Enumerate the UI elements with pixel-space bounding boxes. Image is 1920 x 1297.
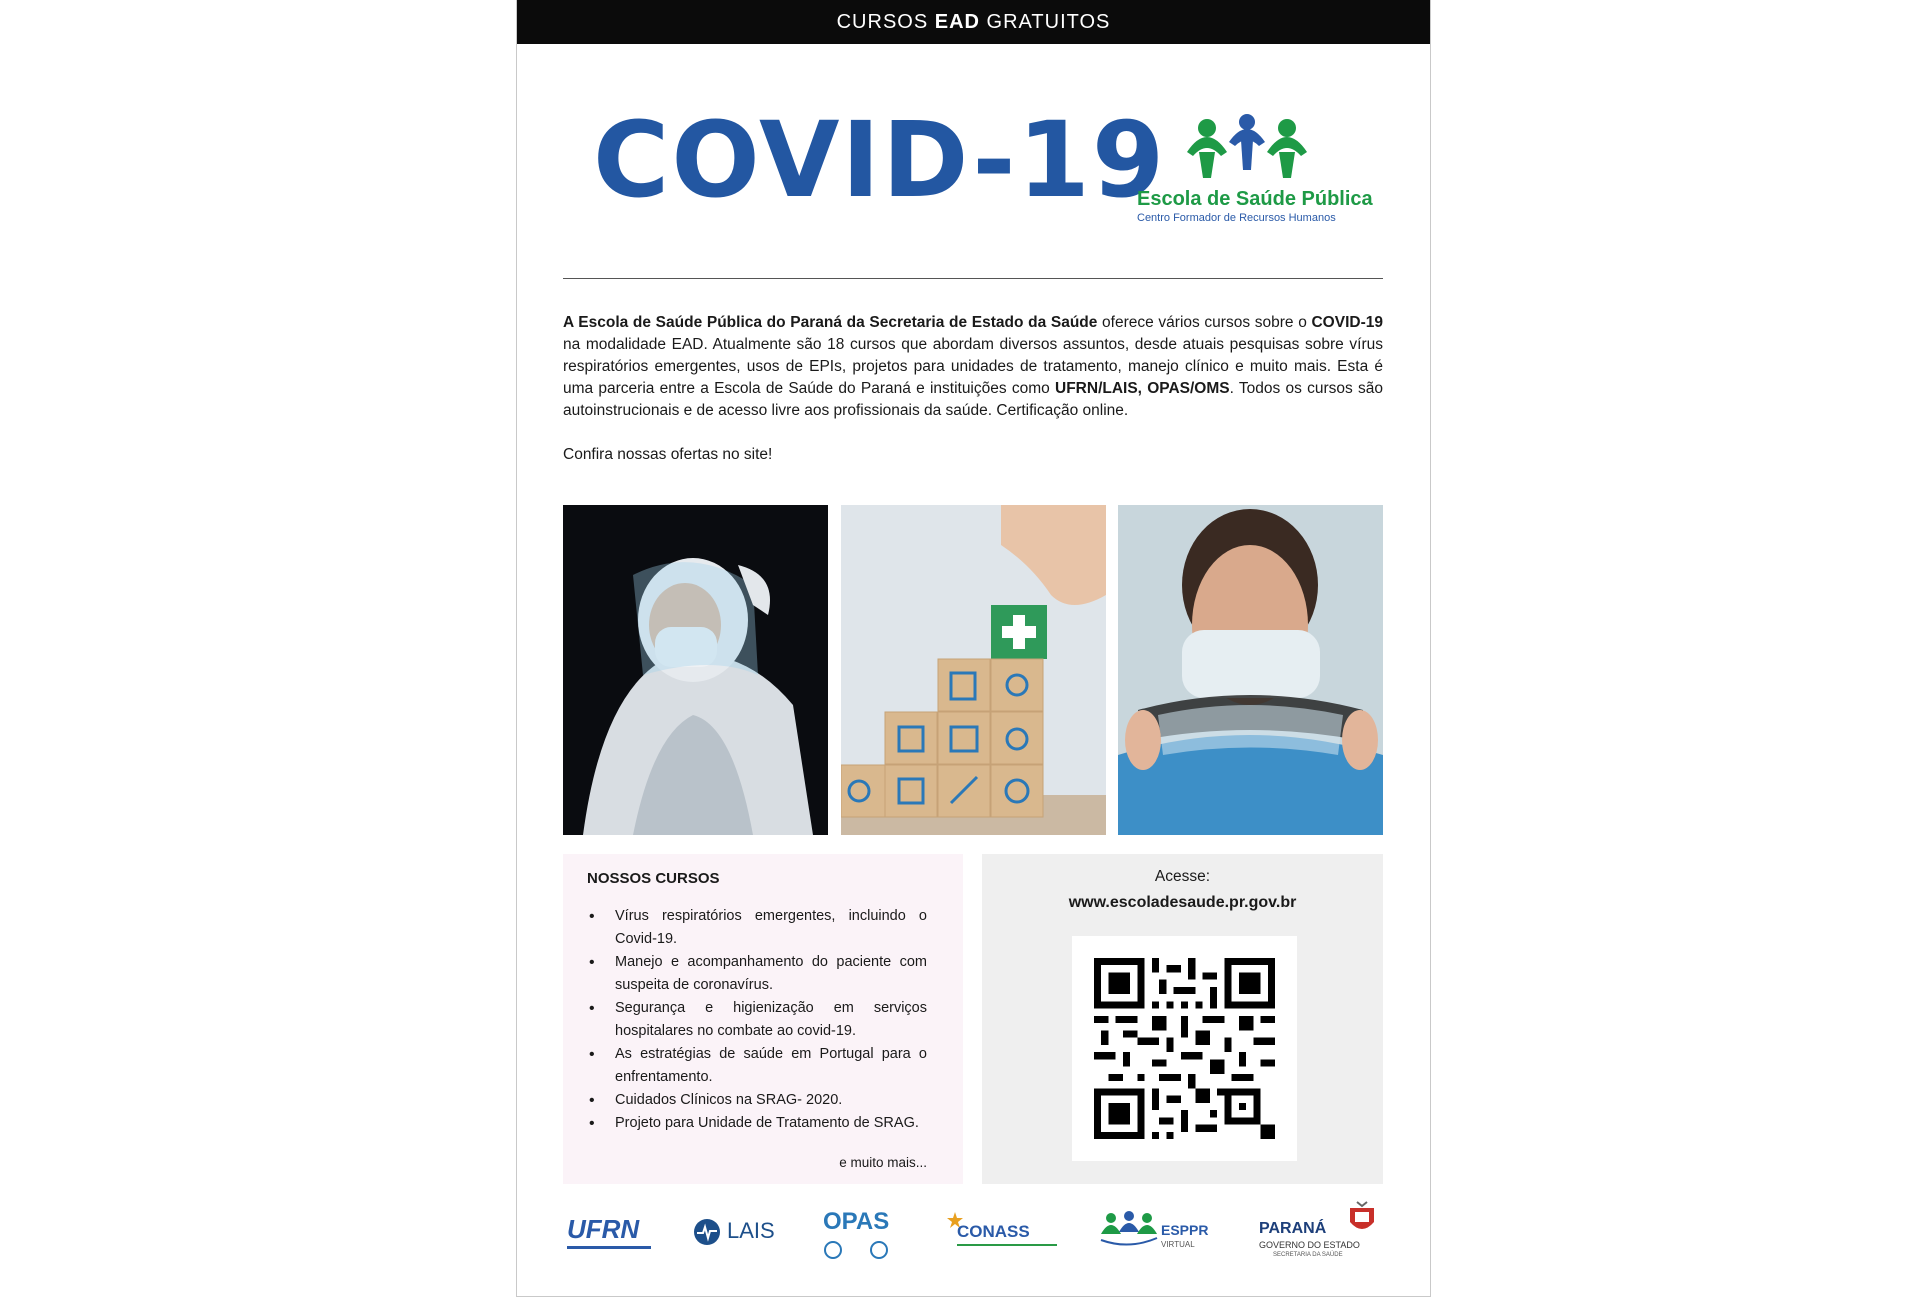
- courses-title: NOSSOS CURSOS: [587, 870, 720, 887]
- access-label: Acesse:: [1154, 868, 1211, 885]
- who-emblem-icon: [869, 1240, 889, 1260]
- opas-logo: [821, 1200, 921, 1266]
- courses-list: [587, 905, 927, 1135]
- list-item: • Projeto para Unidade de Tratamento de SRAG.: [615, 1112, 927, 1135]
- list-item: • Manejo e acompanhamento do paciente com suspeita de coronavírus.: [615, 951, 927, 997]
- header-bar: [517, 0, 1430, 44]
- qr-code-icon: [1094, 958, 1275, 1139]
- header-bold: EAD: [934, 11, 980, 33]
- esppr-logo: [1099, 1200, 1219, 1266]
- parana-subtext-2: SECRETARIA DA SAÚDE: [1273, 1252, 1343, 1258]
- call-to-action: Confira nossas ofertas no site!: [563, 446, 773, 463]
- photo-ppe-worker: [563, 505, 828, 835]
- un-emblem-icon: [823, 1240, 843, 1260]
- esp-logo: [1137, 112, 1373, 228]
- list-item: • Segurança e higienização em serviços hospitalares no combate ao covid-19.: [615, 997, 927, 1043]
- list-item: • As estratégias de saúde em Portugal para o enfrentamento.: [615, 1043, 927, 1089]
- page-title: COVID-19: [593, 99, 1167, 221]
- header-suffix: GRATUITOS: [986, 11, 1111, 33]
- lais-logo: [693, 1200, 783, 1266]
- photo-health-blocks: [841, 505, 1106, 835]
- intro-bold-5: UFRN/LAIS, OPAS/OMS: [1055, 380, 1230, 397]
- intro-paragraph: [563, 312, 1383, 422]
- header-prefix: CURSOS: [836, 11, 929, 33]
- list-item: • Vírus respiratórios emergentes, incluindo o Covid-19.: [615, 905, 927, 951]
- photo-row: [563, 505, 1383, 835]
- conass-text: CONASS: [957, 1222, 1030, 1241]
- parana-logo: [1259, 1200, 1383, 1266]
- ufrn-logo: [563, 1200, 653, 1266]
- partner-logos: [563, 1200, 1383, 1266]
- qr-code[interactable]: [1072, 936, 1297, 1161]
- intro-text-2: oferece vários cursos sobre o: [1097, 314, 1312, 331]
- intro-bold-3: COVID-19: [1311, 314, 1383, 331]
- opas-text: OPAS: [823, 1208, 890, 1235]
- list-item: • Cuidados Clínicos na SRAG- 2020.: [615, 1089, 927, 1112]
- photo-masked-woman: [1118, 505, 1383, 835]
- people-icon: [1099, 1210, 1159, 1246]
- lais-text: LAIS: [727, 1218, 775, 1243]
- divider: [563, 278, 1383, 279]
- esppr-text: ESPPR: [1161, 1222, 1209, 1238]
- site-url-link[interactable]: www.escoladesaude.pr.gov.br: [1068, 894, 1297, 911]
- intro-bold-1: A Escola de Saúde Pública do Paraná da Secretaria de Estado da Saúde: [563, 314, 1098, 331]
- heartbeat-icon: [693, 1218, 721, 1246]
- esppr-subtext: VIRTUAL: [1161, 1240, 1195, 1249]
- intro-text-6: . Todos os cursos são autoinstrucionais e de acesso livre aos profissionais da saúde. Certificação online.: [563, 380, 1383, 419]
- conass-logo: [947, 1200, 1067, 1266]
- ufrn-text: UFRN: [567, 1214, 640, 1244]
- parana-subtext: GOVERNO DO ESTADO: [1259, 1240, 1360, 1250]
- coat-of-arms-icon: [1347, 1200, 1377, 1236]
- intro-text-4: na modalidade EAD. Atualmente são 18 cursos que abordam diversos assuntos, desde atuais pesquisas sobre vírus respiratórios emergentes, usos de EPIs, projetos para unidades de tratamento, manejo clínico e muito mais. Esta é uma parceria entre a Escola de Saúde do Paraná e instituições como: [563, 336, 1383, 397]
- intro-text: [563, 312, 1383, 466]
- parana-text: PARANÁ: [1259, 1220, 1327, 1237]
- access-panel: [982, 854, 1383, 1184]
- logo-subtitle: Centro Formador de Recursos Humanos: [1137, 212, 1336, 224]
- more-courses-note: e muito mais...: [839, 1155, 927, 1170]
- flyer-page: [516, 0, 1431, 1297]
- courses-panel: [563, 854, 963, 1184]
- people-logo-icon: [1177, 112, 1327, 188]
- logo-name: Escola de Saúde Pública: [1137, 188, 1373, 210]
